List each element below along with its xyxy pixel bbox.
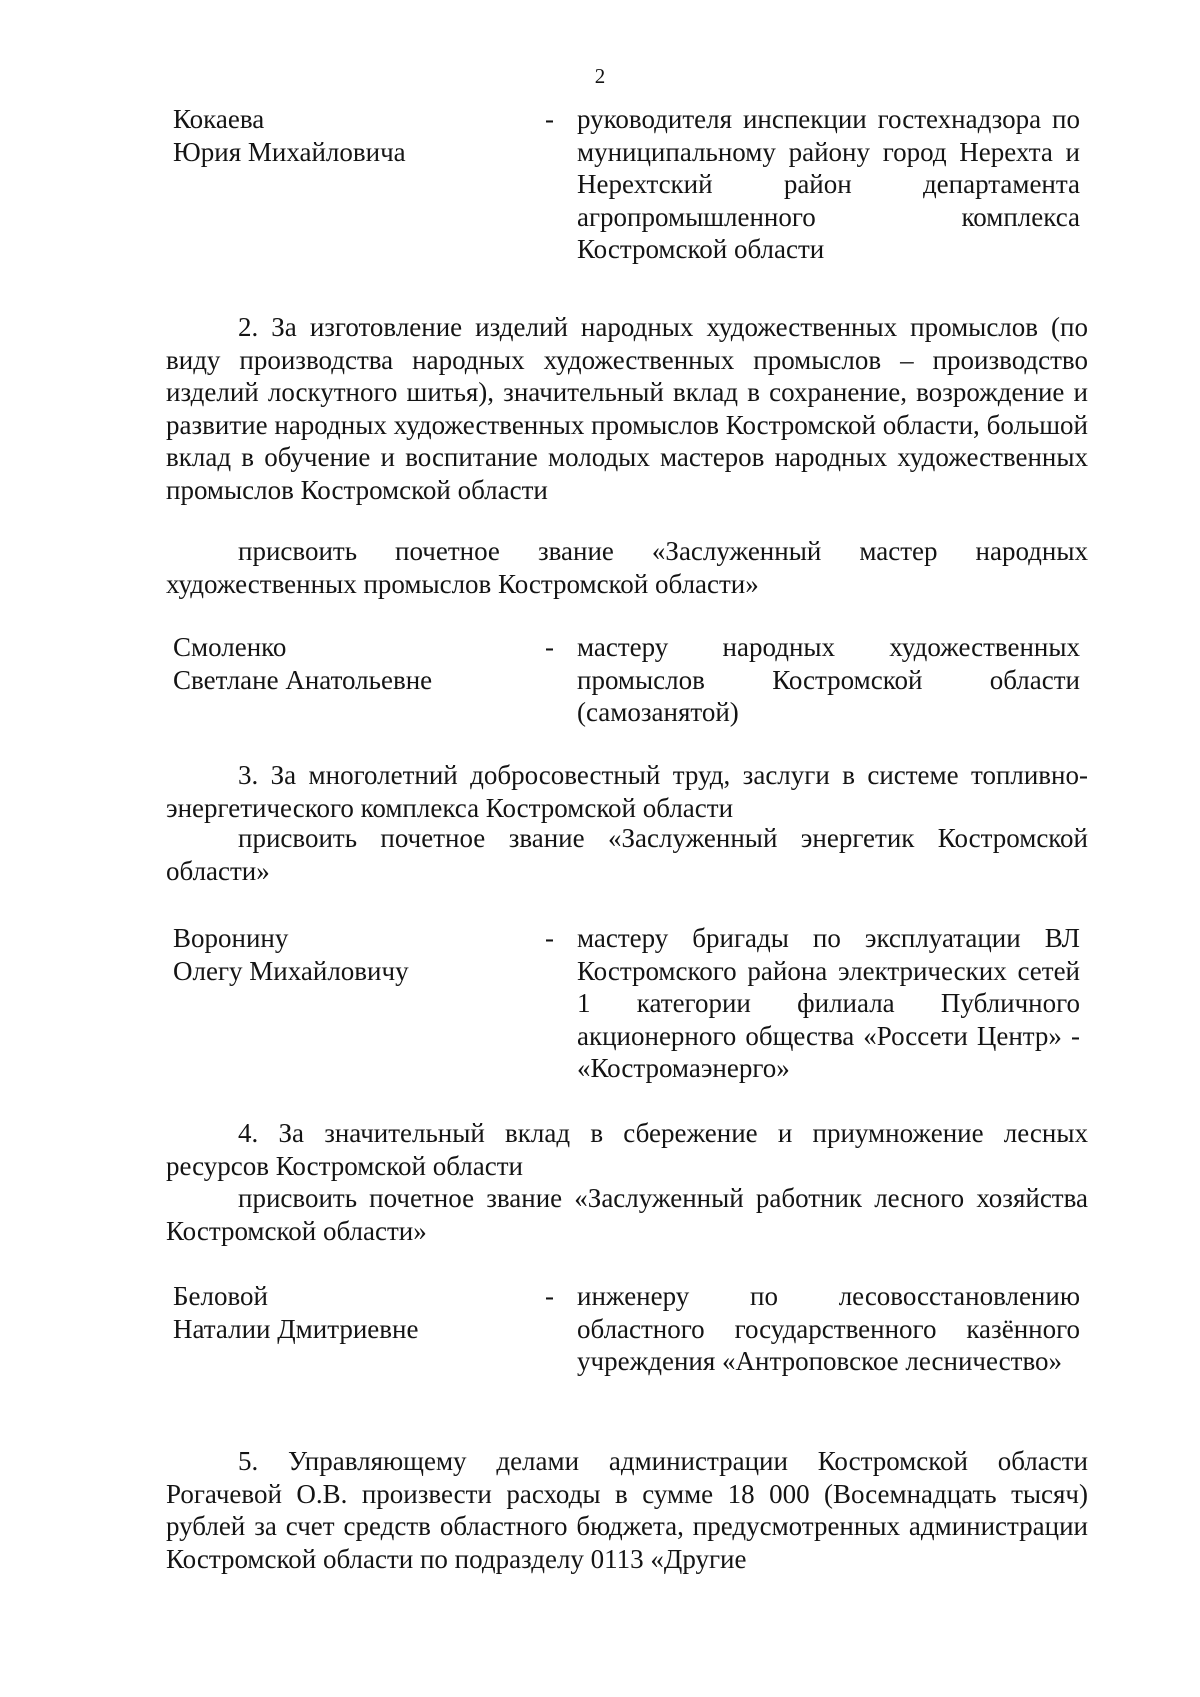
recipient-position: инженеру по лесовосстановлению областного государственного казённого учреждения «Антроповское лесничество» <box>577 1281 1080 1376</box>
recipient-given-names: Наталии Дмитриевне <box>173 1313 419 1344</box>
award-recipient-name <box>173 631 545 729</box>
section-3-reason: 3. За многолетний добросовестный труд, заслуги в системе топливно-энергетического комплекса Костромской области <box>166 760 1088 823</box>
award-entry-voronin <box>173 922 1080 1085</box>
recipient-surname: Воронину <box>173 923 289 953</box>
page-number: 2 <box>594 64 606 88</box>
section-2-reason: 2. За изготовление изделий народных художественных промыслов (по виду производства народных художественных промыслов – производство изделий лоскутного шитья), значительный вклад в сохранение, возрождение и развитие народных художественных промыслов Костромской области, большой вклад в обучение и воспитание молодых мастеров народных художественных промыслов Костромской области <box>166 312 1088 505</box>
award-recipient-name <box>173 103 545 266</box>
section-3-title: присвоить почетное звание «Заслуженный энергетик Костромской области» <box>166 823 1088 886</box>
award-entry-belova <box>173 1280 1080 1378</box>
award-entry-kokaev <box>173 103 1080 266</box>
dash-separator: - <box>545 104 554 134</box>
award-recipient-name <box>173 922 545 1085</box>
recipient-given-names: Юрия Михайловича <box>173 136 406 167</box>
section-2-title: присвоить почетное звание «Заслуженный мастер народных художественных промыслов Костромской области» <box>166 536 1088 599</box>
section-4-title: присвоить почетное звание «Заслуженный работник лесного хозяйства Костромской области» <box>166 1183 1088 1246</box>
recipient-surname: Смоленко <box>173 632 287 662</box>
award-entry-smolenko <box>173 631 1080 729</box>
recipient-position: мастеру народных художественных промыслов Костромской области (самозанятой) <box>577 632 1080 727</box>
recipient-position: руководителя инспекции гостехнадзора по муниципальному району город Нерехта и Нерехтский район департамента агропромышленного комплекса Костромской области <box>577 104 1080 264</box>
recipient-surname: Беловой <box>173 1281 268 1311</box>
recipient-given-names: Светлане Анатольевне <box>173 664 433 695</box>
section-4-reason: 4. За значительный вклад в сбережение и приумножение лесных ресурсов Костромской области <box>166 1118 1088 1181</box>
dash-separator: - <box>545 923 554 953</box>
section-5-expenses: 5. Управляющему делами администрации Костромской области Рогачевой О.В. произвести расходы в сумме 18 000 (Восемнадцать тысяч) рублей за счет средств областного бюджета, предусмотренных администрации Костромской области по подразделу 0113 «Другие <box>166 1446 1088 1574</box>
dash-separator: - <box>545 632 554 662</box>
recipient-given-names: Олегу Михайловичу <box>173 955 409 986</box>
dash-separator: - <box>545 1281 554 1311</box>
award-recipient-name <box>173 1280 545 1378</box>
recipient-position: мастеру бригады по эксплуатации ВЛ Костромского района электрических сетей 1 категории филиала Публичного акционерного общества «Россети Центр» - «Костромаэнерго» <box>577 923 1080 1083</box>
recipient-surname: Кокаева <box>173 104 265 134</box>
